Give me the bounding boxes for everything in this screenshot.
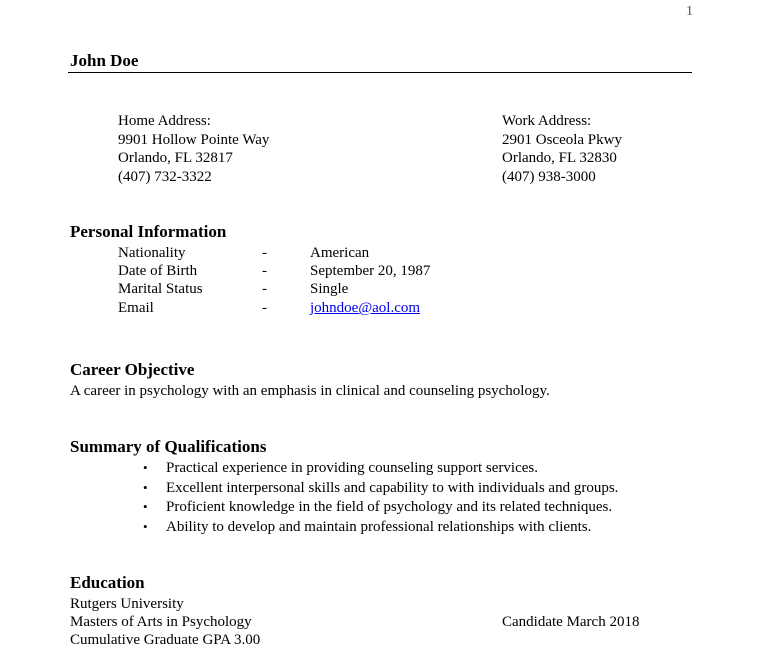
resume-name: John Doe <box>70 51 139 70</box>
career-objective-heading: Career Objective <box>70 360 195 379</box>
info-label: Marital Status <box>118 281 203 297</box>
home-address-street: 9901 Hollow Pointe Way <box>118 131 270 148</box>
bullet-icon: • <box>143 460 148 475</box>
list-item <box>0 479 774 499</box>
education-heading: Education <box>70 573 145 592</box>
list-item <box>0 518 774 538</box>
education-gpa: Cumulative Graduate GPA 3.00 <box>70 632 261 648</box>
info-row-date-of-birth <box>0 262 774 281</box>
info-row-nationality <box>0 244 774 263</box>
work-address-city: Orlando, FL 32830 <box>502 150 617 166</box>
bullet-icon: • <box>143 480 148 495</box>
qualification-text: Proficient knowledge in the field of psychology and its related techniques. <box>166 499 613 515</box>
work-address-phone: (407) 938-3000 <box>502 168 596 185</box>
home-address-label: Home Address: <box>118 113 211 129</box>
info-label: Nationality <box>118 245 186 261</box>
name-divider <box>68 72 692 73</box>
page-number: 1 <box>686 4 693 19</box>
info-row-email <box>0 299 774 318</box>
qualification-text: Practical experience in providing counseling support services. <box>166 460 538 476</box>
info-value: Single <box>310 281 349 297</box>
home-address-city: Orlando, FL 32817 <box>118 150 233 166</box>
career-objective-text: A career in psychology with an emphasis in clinical and counseling psychology. <box>70 383 550 399</box>
bullet-icon: • <box>143 519 148 534</box>
info-value: American <box>310 245 370 261</box>
info-separator: - <box>262 245 267 261</box>
qualification-text: Excellent interpersonal skills and capability to with individuals and groups. <box>166 480 619 496</box>
list-item <box>0 459 774 479</box>
qualification-text: Ability to develop and maintain professional relationships with clients. <box>166 519 592 535</box>
work-address-street: 2901 Osceola Pkwy <box>502 131 622 148</box>
work-address-label: Work Address: <box>502 113 592 129</box>
qualifications-heading: Summary of Qualifications <box>70 437 267 456</box>
education-status: Candidate March 2018 <box>502 614 640 630</box>
info-separator: - <box>262 263 267 279</box>
info-label: Email <box>118 300 154 316</box>
work-address-block <box>502 112 622 186</box>
home-address-phone: (407) 732-3322 <box>118 168 212 185</box>
education-school: Rutgers University <box>70 596 184 612</box>
info-separator: - <box>262 281 267 297</box>
list-item <box>0 498 774 518</box>
info-separator: - <box>262 300 267 316</box>
email-link[interactable]: johndoe@aol.com <box>310 300 421 316</box>
info-row-marital-status <box>0 280 774 299</box>
personal-info-heading: Personal Information <box>70 222 227 241</box>
info-label: Date of Birth <box>118 263 198 279</box>
info-value: September 20, 1987 <box>310 263 431 279</box>
bullet-icon: • <box>143 499 148 514</box>
education-degree: Masters of Arts in Psychology <box>70 614 252 630</box>
home-address-block <box>118 112 269 186</box>
